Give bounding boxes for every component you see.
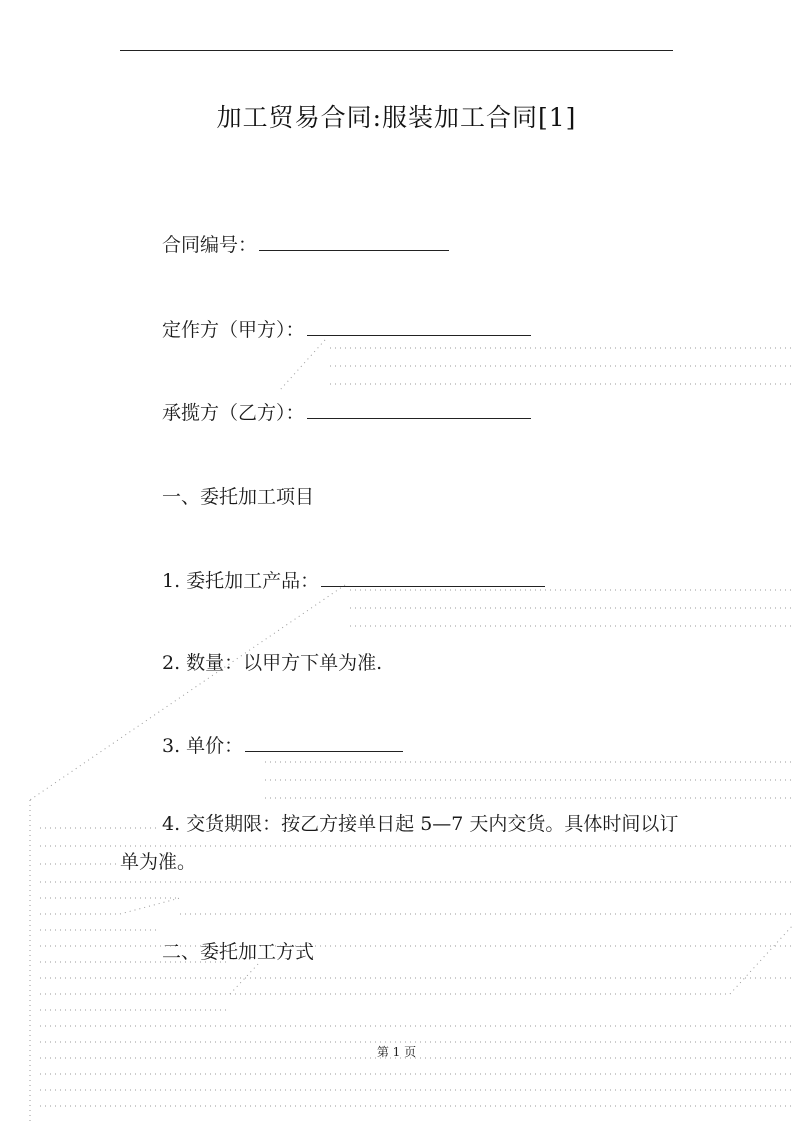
item-3-label: 3. 单价： bbox=[162, 735, 244, 757]
party-a-blank bbox=[307, 319, 531, 336]
section-1-heading: 一、委托加工项目 bbox=[162, 486, 315, 508]
item-1-blank bbox=[321, 570, 545, 587]
item-4-paragraph bbox=[120, 805, 680, 881]
header-rule bbox=[120, 50, 673, 51]
page-number: 第 1 页 bbox=[376, 1045, 417, 1059]
item-1-field bbox=[162, 566, 545, 593]
item-3-blank bbox=[245, 735, 403, 752]
dotted-line bbox=[30, 585, 345, 800]
item-3-field bbox=[162, 731, 403, 758]
dotted-line bbox=[120, 898, 180, 914]
party-a-label: 定作方（甲方）： bbox=[162, 319, 305, 341]
dotted-line bbox=[230, 962, 260, 994]
section-2-heading: 二、委托加工方式 bbox=[162, 941, 315, 963]
item-1-label: 1. 委托加工产品： bbox=[162, 570, 320, 592]
document-title: 加工贸易合同:服装加工合同[1] bbox=[216, 103, 577, 132]
contract-number-blank bbox=[259, 234, 449, 251]
contract-number-label: 合同编号： bbox=[162, 234, 258, 256]
contract-number-field bbox=[162, 230, 449, 257]
dotted-line bbox=[280, 340, 325, 390]
item-4-text: 4. 交货期限：按乙方接单日起 5—7 天内交货。具体时间以订单为准。 bbox=[120, 813, 679, 873]
dotted-line bbox=[730, 925, 793, 994]
party-b-label: 承揽方（乙方）： bbox=[162, 402, 305, 424]
item-2-text: 2. 数量：以甲方下单为准. bbox=[162, 652, 383, 674]
party-a-field bbox=[162, 315, 531, 342]
party-b-field bbox=[162, 398, 531, 425]
party-b-blank bbox=[307, 402, 531, 419]
